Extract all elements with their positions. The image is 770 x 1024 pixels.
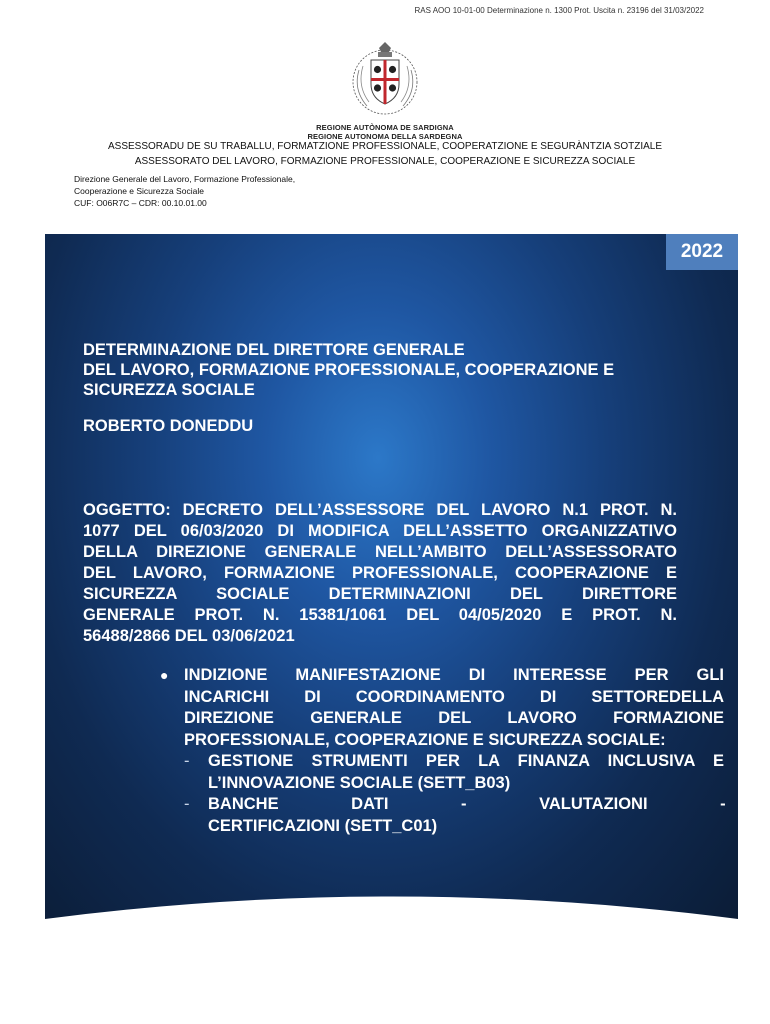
bullet-icon: ● bbox=[160, 667, 169, 683]
bullet-line: INDIZIONE MANIFESTAZIONE DI INTERESSE PER GLI bbox=[184, 666, 724, 684]
dash-icon: - bbox=[184, 795, 190, 813]
direction-info bbox=[74, 173, 295, 209]
subject-line: 1077 DEL 06/03/2020 DI MODIFICA DELL’ASSETTO ORGANIZZATIVO bbox=[83, 522, 677, 540]
document-title bbox=[83, 340, 683, 400]
sardinia-coat-of-arms-icon bbox=[345, 40, 425, 120]
region-name-italian: REGIONE AUTONOMA DELLA SARDEGNA bbox=[307, 132, 463, 141]
sub-item-line: GESTIONE STRUMENTI PER LA FINANZA INCLUSIVA E bbox=[208, 752, 724, 770]
direction-line: Cooperazione e Sicurezza Sociale bbox=[74, 186, 204, 196]
subject-block bbox=[83, 500, 677, 647]
dash-icon: - bbox=[184, 752, 190, 770]
region-name-sardinian: REGIONE AUTÒNOMA DE SARDIGNA bbox=[316, 123, 454, 132]
assessorate-italian: ASSESSORATO DEL LAVORO, FORMAZIONE PROFESSIONALE, COOPERAZIONE E SICUREZZA SOCIALE bbox=[134, 156, 636, 167]
sub-list-item bbox=[184, 794, 724, 837]
subject-line: SICUREZZA SOCIALE DETERMINAZIONI DEL DIRETTORE bbox=[83, 585, 677, 603]
director-name: ROBERTO DONEDDU bbox=[83, 417, 254, 435]
subject-line: GENERALE PROT. N. 15381/1061 DEL 04/05/2020 E PROT. N. bbox=[83, 606, 677, 624]
bullet-line: INCARICHI DI COORDINAMENTO DI SETTOREDELLA bbox=[184, 687, 724, 706]
cuf-cdr-line: CUF: O06R7C – CDR: 00.10.01.00 bbox=[74, 198, 207, 208]
bullet-list bbox=[160, 665, 724, 837]
sub-item-line: L’INNOVAZIONE SOCIALE (SETT_B03) bbox=[208, 773, 511, 792]
subject-line: DEL LAVORO, FORMAZIONE PROFESSIONALE, COOPERAZIONE E bbox=[83, 564, 677, 582]
subject-line: 56488/2866 DEL 03/06/2021 bbox=[83, 627, 295, 645]
title-line: DETERMINAZIONE DEL DIRETTORE GENERALE bbox=[83, 341, 465, 359]
subject-line: OGGETTO: DECRETO DELL’ASSESSORE DEL LAVORO N.1 PROT. N. bbox=[83, 501, 677, 519]
assessorate-sardinian: ASSESSORADU DE SU TRABALLU, FORMATZIONE PROFESSIONALE, COOPERATZIONE E SEGURÀNTZIA SOTZIALE bbox=[108, 141, 662, 152]
sub-list-item bbox=[184, 751, 724, 794]
sub-item-line: BANCHE DATI - VALUTAZIONI - bbox=[208, 795, 726, 813]
sub-item-line: CERTIFICAZIONI (SETT_C01) bbox=[208, 816, 438, 835]
list-item bbox=[160, 665, 724, 751]
direction-line: Direzione Generale del Lavoro, Formazione Professionale, bbox=[74, 174, 296, 184]
title-line: SICUREZZA SOCIALE bbox=[83, 381, 255, 399]
region-logo bbox=[296, 40, 474, 122]
bullet-line: DIREZIONE GENERALE DEL LAVORO FORMAZIONE bbox=[184, 709, 724, 727]
year-badge: 2022 bbox=[666, 234, 738, 270]
title-line: DEL LAVORO, FORMAZIONE PROFESSIONALE, COOPERAZIONE E bbox=[83, 361, 615, 379]
subject-line: DELLA DIREZIONE GENERALE NELL’AMBITO DELL’ASSESSORATO bbox=[83, 543, 677, 561]
bullet-line: PROFESSIONALE, COOPERAZIONE E SICUREZZA SOCIALE: bbox=[184, 730, 666, 749]
protocol-stamp: RAS AOO 10-01-00 Determinazione n. 1300 Prot. Uscita n. 23196 del 31/03/2022 bbox=[414, 6, 704, 15]
